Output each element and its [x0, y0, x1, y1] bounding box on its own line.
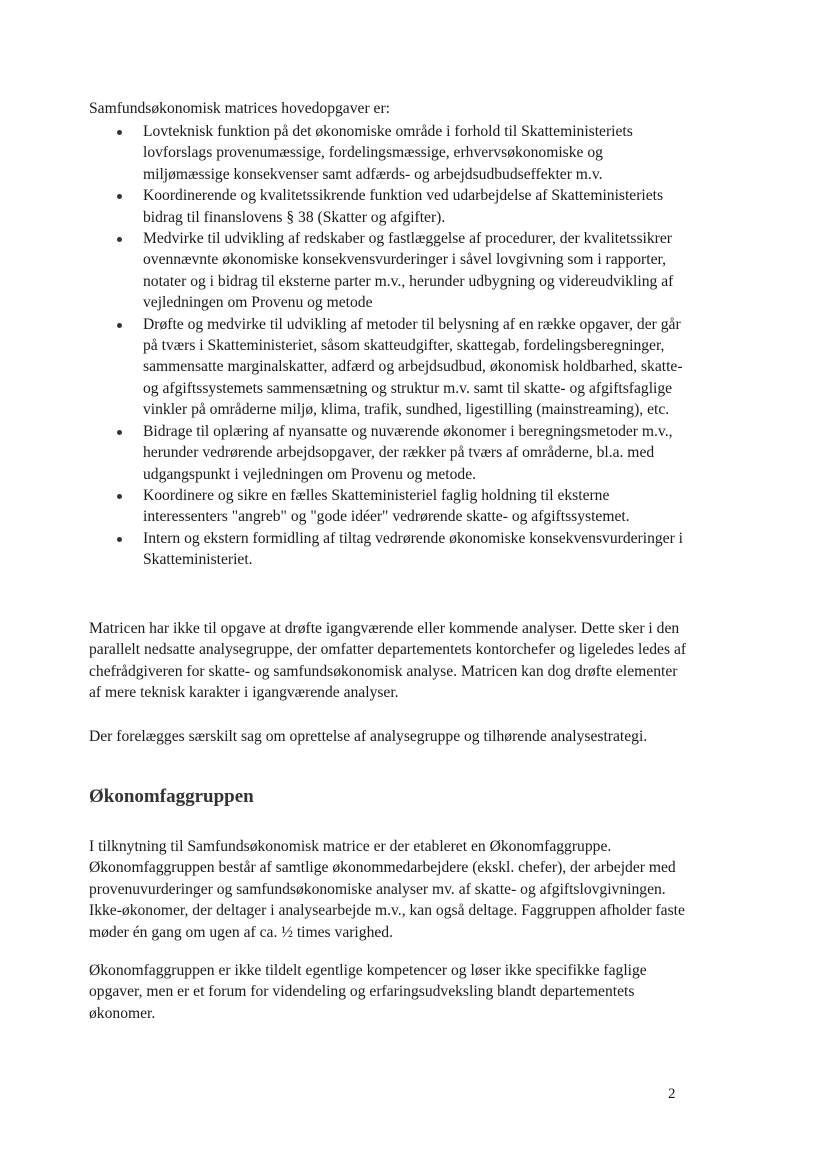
bullet-icon	[117, 537, 122, 542]
list-item	[89, 485, 689, 528]
task-list	[89, 121, 689, 571]
list-item	[89, 528, 689, 571]
list-item-text: Drøfte og medvirke til udvikling af metoder til belysning af en række opgaver, der går på tværs i Skatteministeriet, såsom skatteudgifter, skattegab, fordelingsberegninger, sammensatte marginalskatter, adfærd og arbejdsudbud, økonomisk holdbarhed, skatte- og afgiftssystemets sammensætning og struktur m.v. samt til skatte- og afgiftsfaglige vinkler på områderne miljø, klima, trafik, sundhed, ligestilling (mainstreaming), etc.	[143, 315, 683, 419]
paragraph-faggruppe-role: Økonomfaggruppen er ikke tildelt egentlige kompetencer og løser ikke specifikke faglige opgaver, men er et forum for videndeling og erfaringsudveksling blandt departementets økonomer.	[89, 962, 647, 1022]
paragraph-separate-case: Der forelægges særskilt sag om oprettelse af analysegruppe og tilhørende analysestrategi.	[89, 728, 648, 745]
paragraph-analysis-group: Matricen har ikke til opgave at drøfte igangværende eller kommende analyser. Dette sker i den parallelt nedsatte analysegruppe, der omfatter departementets kontorchefer og ligeledes ledes af chefrådgiveren for skatte- og samfundsøkonomisk analyse. Matricen kan dog drøfte elementer af mere teknisk karakter i igangværende analyser.	[89, 620, 687, 702]
bullet-icon	[117, 194, 122, 199]
section-heading: Økonomfaggruppen	[89, 786, 254, 807]
list-item-text: Medvirke til udvikling af redskaber og fastlæggelse af procedurer, der kvalitetssikrer ovennævnte økonomiske konsekvensvurderinger i såvel lovgivning som i rapporter, notater og i bidrag til eksterne parter m.v., herunder udbygning og videreudvikling af vejledningen om Provenu og metode	[143, 230, 674, 312]
bullet-icon	[117, 237, 122, 242]
bullet-icon	[117, 323, 122, 328]
list-item-text: Intern og ekstern formidling af tiltag vedrørende økonomiske konsekvensvurderinger i Skatteministeriet.	[143, 529, 684, 569]
list-item	[89, 185, 689, 228]
list-item-text: Bidrage til oplæring af nyansatte og nuværende økonomer i beregningsmetoder m.v., herunder vedrørende arbejdsopgaver, der rækker på tværs af områderne, bl.a. med udgangspunkt i vejledningen om Provenu og metode.	[143, 422, 673, 483]
intro-text: Samfundsøkonomisk matrices hovedopgaver er:	[89, 100, 390, 117]
bullet-icon	[117, 430, 122, 435]
bullet-icon	[117, 494, 122, 499]
page-number: 2	[668, 1086, 676, 1102]
list-item-text: Koordinere og sikre en fælles Skatteministeriel faglig holdning til eksterne interessenters "angreb" og "gode idéer" vedrørende skatte- og afgiftssystemet.	[143, 486, 630, 526]
list-item	[89, 228, 689, 314]
bullet-icon	[117, 130, 122, 135]
list-item	[89, 421, 689, 485]
list-item	[89, 121, 689, 185]
list-item-text: Koordinerende og kvalitetssikrende funktion ved udarbejdelse af Skatteministeriets bidrag til finanslovens § 38 (Skatter og afgifter).	[143, 187, 664, 226]
list-item-text: Lovteknisk funktion på det økonomiske område i forhold til Skatteministeriets lovforslags provenumæssige, fordelingsmæssige, erhvervsøkonomiske og miljømæssige konsekvenser samt adfærds- og arbejdsudbudseffekter m.v.	[143, 123, 633, 183]
list-item	[89, 314, 689, 421]
paragraph-faggruppe-description: I tilknytning til Samfundsøkonomisk matrice er der etableret en Økonomfaggruppe. Økonomfaggruppen består af samtlige økonommedarbejdere (ekskl. chefer), der arbejder med provenuvurderinger og samfundsøkonomiske analyser mv. af skatte- og afgiftslovgivningen. Ikke-økonomer, der deltager i analysearbejde m.v., kan også deltage. Faggruppen afholder faste møder én gang om ugen af ca. ½ times varighed.	[89, 838, 685, 941]
